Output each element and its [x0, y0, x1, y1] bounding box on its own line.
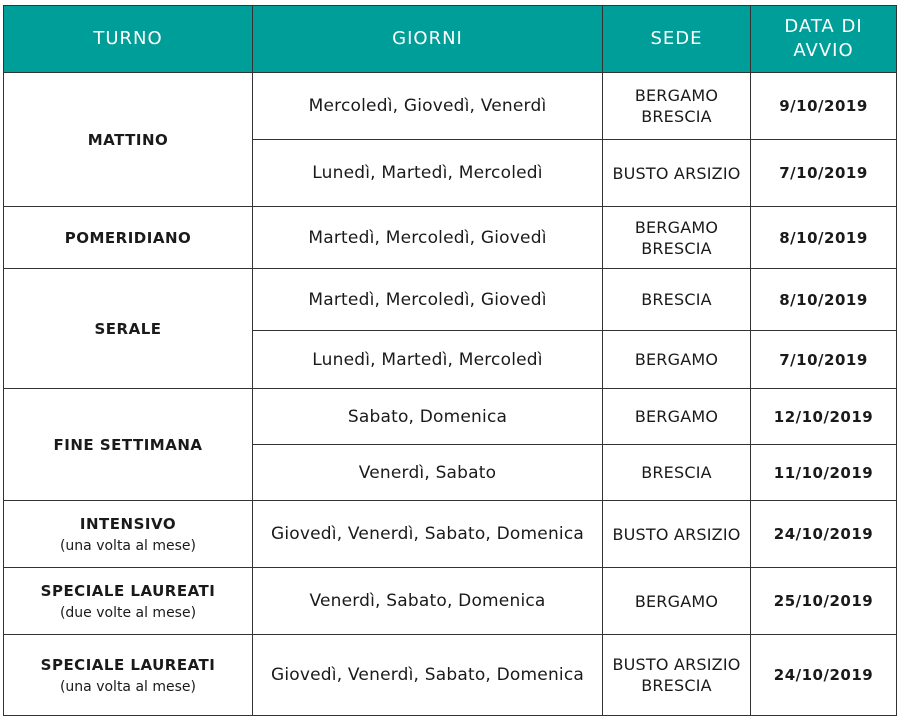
turno-cell — [4, 73, 253, 207]
sede-line: BERGAMO — [634, 86, 719, 105]
turno-name: SPECIALE LAUREATI — [40, 655, 216, 674]
sede-cell — [603, 389, 751, 445]
table-row — [4, 269, 897, 331]
sede-cell — [603, 207, 751, 269]
table-row — [4, 207, 897, 269]
sede-cell — [603, 140, 751, 207]
sede-line: BRESCIA — [641, 290, 712, 309]
giorni-cell: Lunedì, Martedì, Mercoledì — [253, 331, 603, 389]
giorni-cell: Giovedì, Venerdì, Sabato, Domenica — [253, 501, 603, 568]
turno-name: INTENSIVO — [79, 514, 177, 533]
data-avvio-cell: 7/10/2019 — [751, 331, 897, 389]
table-row — [4, 635, 897, 716]
turno-cell — [4, 635, 253, 716]
data-avvio-cell: 8/10/2019 — [751, 207, 897, 269]
header-sede: SEDE — [603, 6, 751, 73]
sede-line: BUSTO ARSIZIO — [612, 163, 741, 183]
turno-cell — [4, 501, 253, 568]
data-avvio-cell: 7/10/2019 — [751, 140, 897, 207]
sede-line: BRESCIA — [641, 238, 712, 258]
giorni-cell: Sabato, Domenica — [253, 389, 603, 445]
data-avvio-cell: 24/10/2019 — [751, 501, 897, 568]
sede-cell — [603, 73, 751, 140]
turno-cell — [4, 389, 253, 501]
sede-line: BERGAMO — [634, 350, 719, 369]
table-row — [4, 568, 897, 635]
sede-line: BRESCIA — [641, 463, 712, 482]
giorni-cell: Lunedì, Martedì, Mercoledì — [253, 140, 603, 207]
turno-cell — [4, 207, 253, 269]
header-data-line1: DATA DI — [784, 16, 863, 37]
sede-cell — [603, 501, 751, 568]
turno-cell — [4, 269, 253, 389]
turno-name: POMERIDIANO — [64, 228, 192, 247]
giorni-cell: Mercoledì, Giovedì, Venerdì — [253, 73, 603, 140]
sede-line: BRESCIA — [641, 676, 712, 695]
giorni-cell: Martedì, Mercoledì, Giovedì — [253, 207, 603, 269]
sede-cell — [603, 445, 751, 501]
data-avvio-cell: 12/10/2019 — [751, 389, 897, 445]
sede-line: BERGAMO — [634, 591, 719, 611]
sede-cell — [603, 331, 751, 389]
sede-cell — [603, 269, 751, 331]
header-data-avvio — [751, 6, 897, 73]
data-avvio-cell: 25/10/2019 — [751, 568, 897, 635]
data-avvio-cell: 8/10/2019 — [751, 269, 897, 331]
sede-cell — [603, 635, 751, 716]
turno-name: SERALE — [94, 319, 162, 338]
turno-name: SPECIALE LAUREATI — [40, 581, 216, 600]
table-row — [4, 389, 897, 445]
turno-name: FINE SETTIMANA — [53, 435, 203, 454]
turno-name: MATTINO — [87, 130, 169, 149]
sede-line: BUSTO ARSIZIO — [612, 655, 741, 674]
sede-cell — [603, 568, 751, 635]
giorni-cell: Giovedì, Venerdì, Sabato, Domenica — [253, 635, 603, 716]
turno-cell — [4, 568, 253, 635]
schedule-table — [3, 5, 897, 716]
turno-note: (due volte al mese) — [59, 604, 197, 621]
giorni-cell: Venerdì, Sabato — [253, 445, 603, 501]
schedule-body — [4, 73, 897, 716]
sede-line: BRESCIA — [641, 107, 712, 126]
table-row — [4, 73, 897, 140]
sede-line: BERGAMO — [634, 217, 719, 237]
header-turno: TURNO — [4, 6, 253, 73]
sede-line: BERGAMO — [634, 407, 719, 426]
table-row — [4, 501, 897, 568]
header-giorni: GIORNI — [253, 6, 603, 73]
header-data-line2: AVVIO — [793, 40, 854, 61]
sede-line: BUSTO ARSIZIO — [612, 524, 741, 544]
data-avvio-cell: 9/10/2019 — [751, 73, 897, 140]
turno-note: (una volta al mese) — [59, 678, 197, 695]
giorni-cell: Martedì, Mercoledì, Giovedì — [253, 269, 603, 331]
header-row — [4, 6, 897, 73]
turno-note: (una volta al mese) — [59, 537, 197, 554]
giorni-cell: Venerdì, Sabato, Domenica — [253, 568, 603, 635]
data-avvio-cell: 24/10/2019 — [751, 635, 897, 716]
data-avvio-cell: 11/10/2019 — [751, 445, 897, 501]
